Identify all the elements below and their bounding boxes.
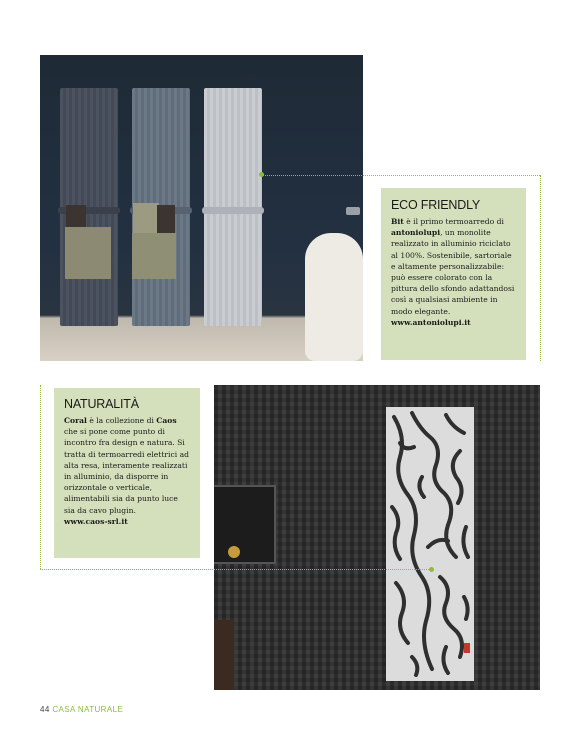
eco-friendly-text xyxy=(391,216,516,328)
body-text: è la collezione di xyxy=(86,416,157,425)
website-link[interactable]: www.caos-srl.it xyxy=(64,516,128,526)
coral-radiator xyxy=(386,407,474,681)
naturalita-box xyxy=(54,388,200,558)
connector-line xyxy=(540,175,541,361)
brand-caos: Caos xyxy=(156,416,177,425)
connector-line xyxy=(40,385,41,569)
wooden-stool xyxy=(214,620,234,690)
wall-tap xyxy=(346,207,360,215)
coral-radiator-photo xyxy=(214,385,540,690)
magazine-name: CASA NATURALE xyxy=(52,705,124,714)
body-text: che si pone come punto di incontro fra design e natura. Si tratta di termoarredi elettrici ad alta resa, interamente realizzati in alluminio, da disporre in orizzontale o verticale, alimentabili sia da punto luce sia da cavo plugin. xyxy=(64,427,189,515)
sponge xyxy=(228,546,240,558)
towel xyxy=(65,227,111,279)
page-footer xyxy=(40,705,123,714)
body-text: è il primo termoarredo di xyxy=(403,217,504,226)
towel xyxy=(132,233,176,279)
freestanding-basin xyxy=(305,233,363,361)
towel-bar xyxy=(202,207,264,214)
brand-coral: Coral xyxy=(64,416,87,425)
eco-friendly-box xyxy=(381,188,526,360)
wall-niche xyxy=(214,485,276,564)
naturalita-title: NATURALITÀ xyxy=(64,397,139,411)
page-number: 44 xyxy=(40,705,50,714)
brand-bit: Bit xyxy=(391,217,404,226)
body-text: , un monolite realizzato in alluminio riciclato al 100%. Sostenibile, sartoriale e altamente personalizzabile: può essere colorato con la pittura dello sfondo adattandosi così a qualsiasi ambiente in modo elegante. xyxy=(391,228,515,316)
website-link[interactable]: www.antoniolupi.it xyxy=(391,317,471,327)
connector-line xyxy=(262,175,540,176)
connector-pin xyxy=(429,567,434,572)
brand-antoniolupi: antoniolupi xyxy=(391,228,441,238)
eco-friendly-title: ECO FRIENDLY xyxy=(391,198,481,212)
connector-line xyxy=(40,569,431,570)
radiators-photo xyxy=(40,55,363,361)
naturalita-text xyxy=(64,415,190,527)
